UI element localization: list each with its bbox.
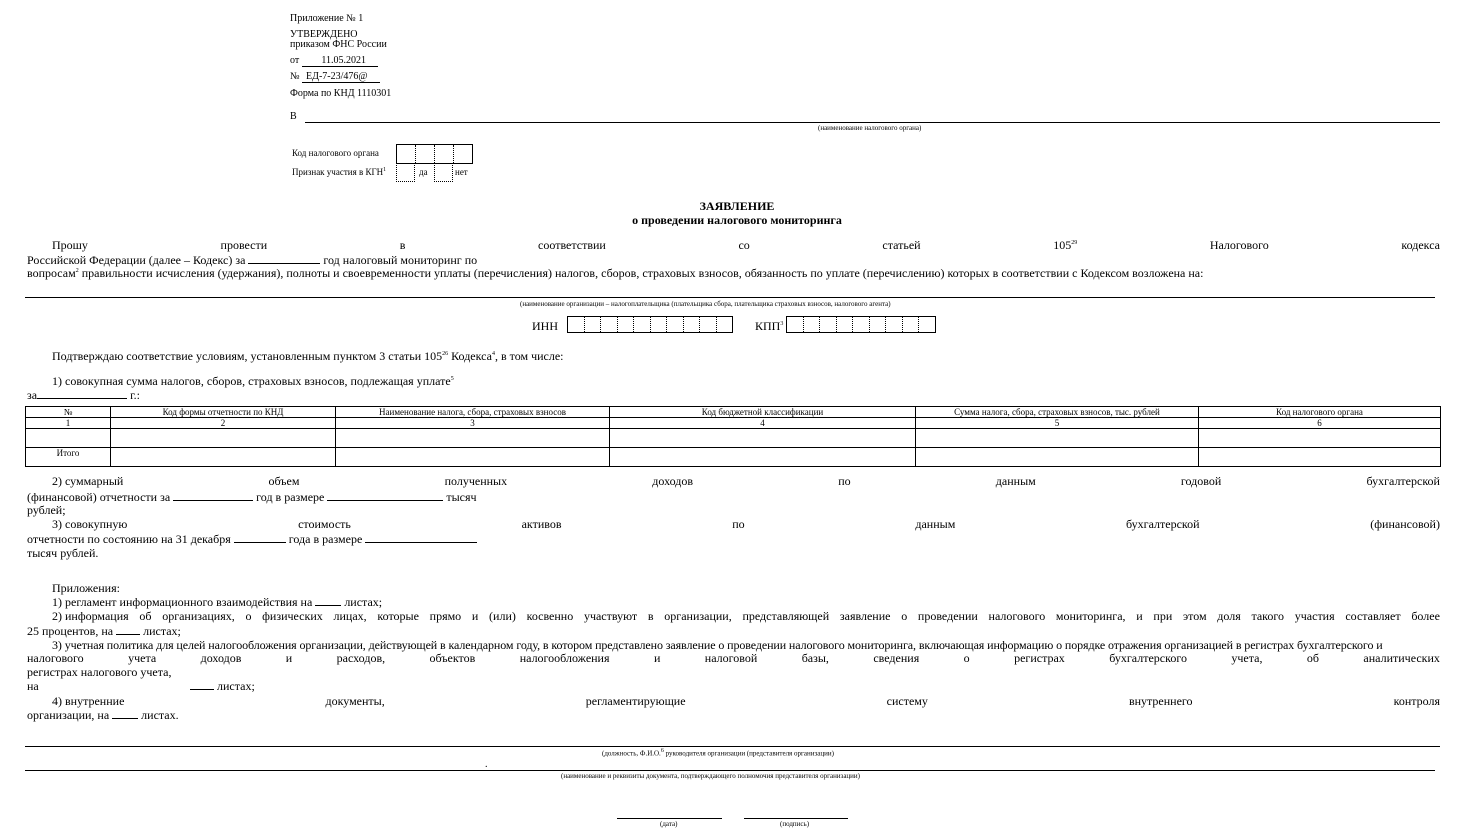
item2-line-2: (финансовой) отчетности за год в размере тысяч xyxy=(27,490,477,504)
item1-year-field[interactable] xyxy=(37,398,127,399)
intro-line-2: Российской Федерации (далее – Кодекс) за год налоговый мониторинг по xyxy=(27,253,478,267)
attachment-1-pages-field[interactable] xyxy=(315,605,341,606)
confirmation-text: Подтверждаю соответствие условиям, установленным пунктом 3 статьи $105^{26}$ Кодекса$^4$, в том числе: xyxy=(52,349,564,363)
table-cell[interactable] xyxy=(111,448,336,467)
order-date-value: 11.05.2021 xyxy=(302,55,378,67)
kgn-no-label: нет xyxy=(455,167,468,177)
kgn-yes-checkbox[interactable] xyxy=(396,163,415,182)
item3-amount-field[interactable] xyxy=(365,542,477,543)
attachment-4-pages-field[interactable] xyxy=(112,718,138,719)
table-total-row[interactable] xyxy=(26,448,1441,467)
attachments-title: Приложения: xyxy=(52,581,120,595)
dot-mark: . xyxy=(485,759,488,770)
item3-line-1: 3) совокупную стоимость активов по данным бухгалтерской (финансовой) xyxy=(52,517,1440,531)
attachment-3-pages-field[interactable] xyxy=(190,689,214,690)
order-label: приказом ФНС России xyxy=(290,39,387,50)
table-header-cell: Код формы отчетности по КНД xyxy=(111,407,336,418)
attachment-1: 1) регламент информационного взаимодействия на листах; xyxy=(52,595,383,609)
kgn-yes-label: да xyxy=(419,167,428,177)
attachment-3-line-4b: листах; xyxy=(190,679,255,694)
order-date: от 11.05.2021 xyxy=(290,55,378,67)
attachment-3-line-1: 3) учетная политика для целей налогообложения организации, действующей в календарном году, в котором представлено заявление о проведении налогового мониторинга, включающая информацию о порядке отражения организацией в регистрах бухгалтерского и xyxy=(52,638,1383,652)
taxes-table xyxy=(25,406,1441,467)
addressee-field[interactable] xyxy=(305,122,1440,123)
table-cell[interactable] xyxy=(610,448,916,467)
table-number-cell: 5 xyxy=(916,418,1199,429)
attachment-2-pages-field[interactable] xyxy=(116,634,140,635)
date-caption: (дата) xyxy=(660,820,678,828)
kgn-label: Признак участия в КГН$^1$ xyxy=(292,167,387,177)
order-number-value: ЕД-7-23/476@ xyxy=(302,71,380,83)
authority-document-field[interactable] xyxy=(25,770,1435,771)
item1-year: за г.: xyxy=(27,388,140,402)
tax-authority-code-cells[interactable] xyxy=(396,144,473,164)
document-subtitle: о проведении налогового мониторинга xyxy=(632,213,842,227)
attachment-2-line-2: 25 процентов, на листах; xyxy=(27,624,181,638)
document-title: ЗАЯВЛЕНИЕ xyxy=(699,199,775,213)
organization-caption: (наименование организации – налогоплательщика (плательщика сбора, плательщика страховых взносов, налогового агента) xyxy=(520,300,891,308)
order-number: № ЕД-7-23/476@ xyxy=(290,71,380,83)
tax-authority-label: Код налогового органа xyxy=(292,148,379,158)
monitoring-year-field[interactable] xyxy=(248,263,320,264)
kpp-cells[interactable] xyxy=(786,316,936,333)
attachment-3-line-4a: на xyxy=(27,679,39,693)
table-row[interactable] xyxy=(26,429,1441,448)
attachment-2-line-1: 2) информация об организациях, о физических лицах, которые прямо и (или) косвенно участвуют в организации, представляющей заявление о проведении налогового мониторинга, и при этом доля такого участия составляет более xyxy=(52,609,1440,623)
table-header-cell: Наименование налога, сбора, страховых взносов xyxy=(336,407,610,418)
intro-line-3: вопросам$^2$ правильности исчисления (удержания), полноты и своевременности уплаты (перечисления) налогов, сборов, страховых взносов, обязанность по уплате (перечислению) которых в соответствии с Кодексом возложена на: xyxy=(27,266,1204,280)
addressee-prefix: В xyxy=(290,111,297,122)
item2-amount-field[interactable] xyxy=(327,500,443,501)
date-field[interactable] xyxy=(617,818,722,819)
table-cell[interactable] xyxy=(610,429,916,448)
table-cell[interactable] xyxy=(111,429,336,448)
table-header-cell: Код бюджетной классификации xyxy=(610,407,916,418)
inn-label: ИНН xyxy=(532,319,558,333)
item2-line-3: рублей; xyxy=(27,503,66,517)
approved-label: УТВЕРЖДЕНО xyxy=(290,29,358,40)
table-number-cell: 1 xyxy=(26,418,111,429)
kpp-label: КПП$^3$ xyxy=(755,319,784,333)
table-cell[interactable] xyxy=(916,448,1199,467)
table-header-cell: Сумма налога, сбора, страховых взносов, тыс. рублей xyxy=(916,407,1199,418)
organization-field[interactable] xyxy=(25,297,1435,298)
table-total-label: Итого xyxy=(26,448,111,467)
position-caption: (должность, Ф.И.О.$^6$ руководителя организации (представителя организации) xyxy=(602,748,834,758)
item2-line-1: 2) суммарный объем полученных доходов по данным годовой бухгалтерской xyxy=(52,474,1440,488)
item3-year-field[interactable] xyxy=(234,542,286,543)
attachment-4-line-1: 4) внутренние документы, регламентирующие систему внутреннего контроля xyxy=(52,694,1440,708)
appendix-number: Приложение № 1 xyxy=(290,13,364,24)
position-name-field[interactable] xyxy=(25,746,1440,747)
intro-line-1: Прошу провести в соответствии со статьей $105^{29}$ Налогового кодекса xyxy=(52,238,1440,252)
form-code: Форма по КНД 1110301 xyxy=(290,88,392,99)
item3-line-3: тысяч рублей. xyxy=(27,546,99,560)
inn-cells[interactable] xyxy=(567,316,733,333)
table-header-cell: Код налогового органа xyxy=(1199,407,1441,418)
attachment-3-line-2: налогового учета доходов и расходов, объектов налогообложения и налоговой базы, сведения о регистрах бухгалтерского учета, об аналитических xyxy=(27,651,1440,665)
signature-field[interactable] xyxy=(744,818,848,819)
item1-text: 1) совокупная сумма налогов, сборов, страховых взносов, подлежащая уплате$^5$ xyxy=(52,374,454,388)
table-number-row xyxy=(26,418,1441,429)
table-header-cell: № xyxy=(26,407,111,418)
table-number-cell: 2 xyxy=(111,418,336,429)
table-number-cell: 4 xyxy=(610,418,916,429)
table-cell[interactable] xyxy=(916,429,1199,448)
table-cell[interactable] xyxy=(26,429,111,448)
attachment-4-line-2: организации, на листах. xyxy=(27,708,179,722)
signature-caption: (подпись) xyxy=(780,820,810,828)
table-number-cell: 3 xyxy=(336,418,610,429)
item3-line-2: отчетности по состоянию на 31 декабря года в размере xyxy=(27,532,477,547)
table-header-row xyxy=(26,407,1441,418)
table-cell[interactable] xyxy=(1199,429,1441,448)
addressee-caption: (наименование налогового органа) xyxy=(818,124,922,132)
table-number-cell: 6 xyxy=(1199,418,1441,429)
table-cell[interactable] xyxy=(1199,448,1441,467)
item2-year-field[interactable] xyxy=(173,500,253,501)
table-cell[interactable] xyxy=(336,448,610,467)
kgn-no-checkbox[interactable] xyxy=(434,163,453,182)
attachment-3-line-3: регистрах налогового учета, xyxy=(27,665,172,679)
table-cell[interactable] xyxy=(336,429,610,448)
authority-document-caption: (наименование и реквизиты документа, подтверждающего полномочия представителя организации) xyxy=(561,772,860,780)
